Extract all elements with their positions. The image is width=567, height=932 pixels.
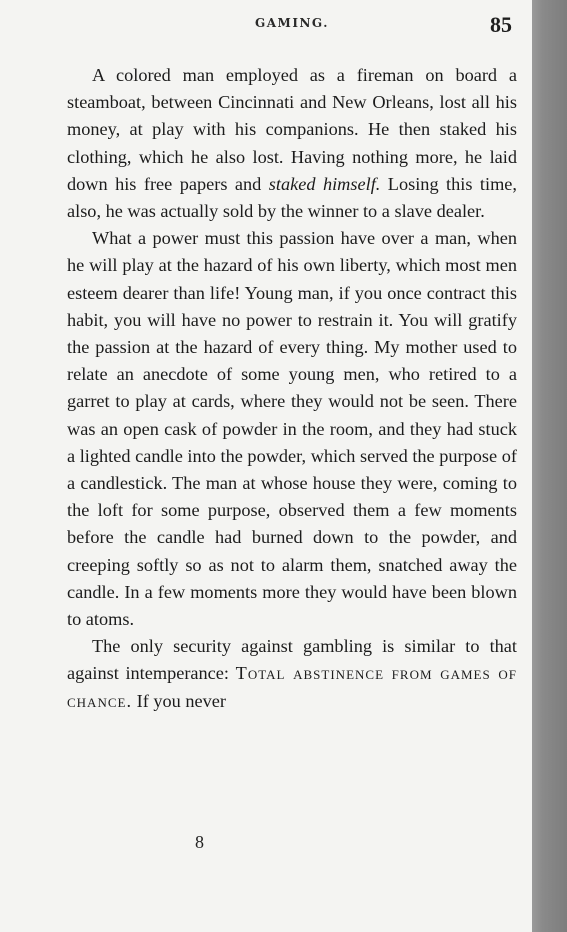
running-title: GAMING. xyxy=(255,16,329,30)
body-text xyxy=(67,62,517,715)
page-number: 85 xyxy=(490,12,512,37)
signature-mark: 8 xyxy=(195,832,204,852)
paragraph-3 xyxy=(67,633,517,715)
paragraph-3-text-end: If you never xyxy=(132,690,226,711)
paragraph-2: What a power must this passion have over a man, when he will play at the hazard of his own liberty, which most men esteem dearer than life! Young man, if you once contract this habit, you will have no power to restrain it. You will gratify the passion at the hazard of every thing. My mother used to relate an anecdote of some young men, who retired to a garret to play at cards, where they would not be seen. There was an open cask of powder in the room, and they had stuck a lighted candle into the powder, which served the purpose of a candlestick. The man at whose house they were, coming to the loft for some purpose, observed them a few moments before the candle had burned down to the powder, and creeping softly so as not to alarm them, snatched away the candle. In a few moments more they would have been blown to atoms. xyxy=(67,228,517,630)
paragraph-1 xyxy=(67,62,517,225)
paragraph-1-text-end: Losing this time, also, he was actually sold by the winner to a slave dealer. xyxy=(67,173,517,222)
paragraph-1-text-start: A colored man employed as a fireman on board a steamboat, between Cincinnati and New Orleans, lost all his money, at play with his companions. He then staked his clothing, which he also lost. Having nothing more, he laid down his free papers and xyxy=(67,65,517,194)
running-head xyxy=(0,12,532,36)
page-gutter-shadow xyxy=(532,0,567,932)
paragraph-1-emphasis: staked himself. xyxy=(268,173,381,194)
paragraph-3-text-start: The only security against gambling is similar to that against intemperance: xyxy=(67,636,517,684)
paragraph-3-small-caps: Total abstinence from games of chance. xyxy=(67,663,517,711)
